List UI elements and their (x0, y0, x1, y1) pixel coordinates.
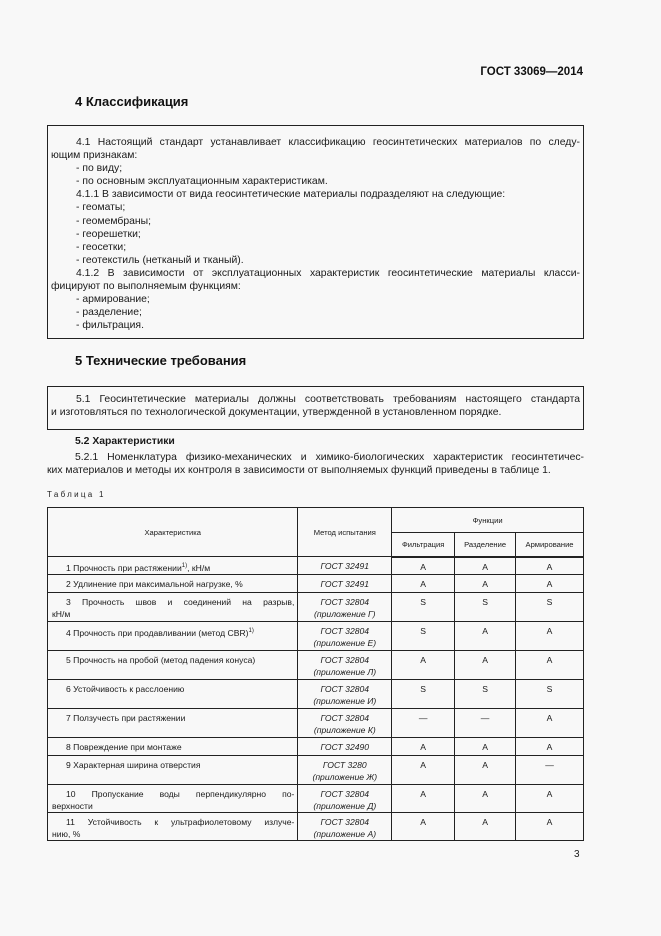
characteristic-text: 9 Характерная ширина отверстия (66, 760, 201, 770)
method-text: ГОСТ 3280 (322, 760, 367, 770)
header-separation: Разделение (455, 533, 516, 557)
filtration-value: A (392, 738, 455, 756)
filtration-value: S (392, 680, 455, 709)
reinforcement-value: A (516, 709, 584, 738)
method-text: ГОСТ 32490 (320, 742, 370, 752)
separation-value: S (455, 593, 516, 622)
list-item: - геосетки; (76, 241, 127, 253)
filtration-value: A (392, 651, 455, 680)
separation-value: A (455, 756, 516, 785)
header-filtration: Фильтрация (392, 533, 455, 557)
para-5-2-1-line2: ких материалов и методы их контроля в зависимости от выполняемых функций приведены в таблице 1. (47, 465, 551, 477)
para-4-1-1: 4.1.1 В зависимости от вида геосинтетические материалы подразделяют на следующие: (76, 189, 506, 201)
characteristic-text: 4 Прочность при продавливании (метод CBR) (66, 627, 249, 638)
para-4-1-2-line2: фицируют по выполняемым функциям: (51, 281, 241, 293)
reinforcement-value: S (516, 680, 584, 709)
header-reinforcement: Армирование (516, 533, 584, 557)
table-1 (47, 507, 584, 841)
characteristic-text: 7 Ползучесть при растяжении (66, 713, 186, 723)
separation-value: A (455, 557, 516, 575)
footnote-ref: 1) (248, 628, 254, 634)
separation-value: S (455, 680, 516, 709)
method-text: ГОСТ 32804 (320, 684, 370, 694)
section-5-title: 5 Технические требования (75, 353, 247, 368)
method-appendix: (приложение К) (313, 725, 376, 735)
table-label: Таблица 1 (47, 490, 106, 499)
characteristic-text: 2 Удлинение при максимальной нагрузке, % (66, 579, 243, 589)
list-item: - по виду; (76, 163, 123, 175)
method-text: ГОСТ 32804 (320, 655, 370, 665)
list-item: - по основным эксплуатационным характеристикам. (76, 176, 328, 188)
reinforcement-value: A (516, 557, 584, 575)
characteristic-text: 8 Повреждение при монтаже (66, 742, 182, 752)
reinforcement-value: A (516, 575, 584, 593)
list-item: - разделение; (76, 307, 142, 319)
reinforcement-value: S (516, 593, 584, 622)
table-row (48, 738, 584, 756)
filtration-value: A (392, 813, 455, 841)
method-text: ГОСТ 32804 (320, 597, 370, 607)
filtration-value: A (392, 756, 455, 785)
footnote-ref: 1) (181, 563, 188, 569)
reinforcement-value: A (516, 813, 584, 841)
reinforcement-value: A (516, 738, 584, 756)
separation-value: A (455, 813, 516, 841)
characteristic-text: 6 Устойчивость к расслоению (66, 684, 185, 694)
method-appendix: (приложение Г) (314, 609, 376, 619)
header-functions: Функции (392, 508, 584, 533)
header-method: Метод испытания (298, 508, 392, 557)
para-4-1-2-line1: 4.1.2 В зависимости от эксплуатационных характеристик геосинтетические материалы класси- (76, 267, 580, 279)
table-row (48, 622, 584, 651)
table-row (48, 756, 584, 785)
filtration-value: S (392, 622, 455, 651)
page-number: 3 (574, 849, 580, 860)
characteristic-unit: , кН/м (187, 562, 211, 573)
list-item: - геотекстиль (нетканый и тканый). (76, 254, 244, 266)
method-appendix: (приложение Л) (313, 667, 377, 677)
separation-value: — (455, 709, 516, 738)
method-appendix: (приложение Ж) (312, 772, 378, 782)
characteristic-text-cont: нию, % (52, 829, 81, 839)
method-text: ГОСТ 32804 (320, 713, 370, 723)
para-5-1-line2: и изготовляться по технологической документации, утвержденной в установленном порядке. (51, 407, 502, 419)
table-row (48, 557, 584, 575)
reinforcement-value: A (516, 622, 584, 651)
separation-value: A (455, 651, 516, 680)
section-4-box (47, 125, 584, 339)
para-5-2-1-line1: 5.2.1 Номенклатура физико-механических и химико-биологических характеристик геосинтетичес- (75, 452, 584, 463)
method-text: ГОСТ 32804 (320, 626, 370, 636)
method-text: ГОСТ 32491 (320, 561, 370, 571)
table-row (48, 680, 584, 709)
method-appendix: (приложение А) (313, 829, 377, 839)
characteristic-text-cont: кН/м (52, 609, 71, 619)
para-4-1-line1: 4.1 Настоящий стандарт устанавливает классификацию геосинтетических материалов по следу- (76, 137, 580, 148)
characteristic-text: 10 Пропускание воды перпендикулярно по- (66, 789, 295, 799)
subsection-5-2-title: 5.2 Характеристики (75, 436, 175, 447)
table-row (48, 813, 584, 841)
characteristic-text: 1 Прочность при растяжении (66, 562, 182, 573)
list-item: - геоматы; (76, 202, 126, 214)
para-5-1-line1: 5.1 Геосинтетические материалы должны соответствовать требованиям настоящего стандарта (76, 394, 580, 405)
method-text: ГОСТ 32804 (320, 789, 370, 799)
table-row (48, 785, 584, 813)
list-item: - геомембраны; (76, 215, 152, 227)
filtration-value: — (392, 709, 455, 738)
table-row (48, 651, 584, 680)
characteristic-text: 11 Устойчивость к ультрафиолетовому излуче- (66, 817, 295, 827)
filtration-value: A (392, 575, 455, 593)
reinforcement-value: — (516, 756, 584, 785)
section-5-1-box (47, 386, 584, 430)
characteristic-text-cont: верхности (52, 801, 93, 811)
table-row (48, 575, 584, 593)
document-code: ГОСТ 33069—2014 (480, 66, 583, 78)
list-item: - фильтрация. (76, 320, 144, 332)
method-text: ГОСТ 32491 (320, 579, 370, 589)
table-row (48, 593, 584, 622)
characteristic-text: 3 Прочность швов и соединений на разрыв, (66, 597, 295, 607)
para-4-1-line2: ющим признакам: (51, 150, 138, 162)
list-item: - георешетки; (76, 228, 141, 240)
reinforcement-value: A (516, 785, 584, 813)
characteristic-text: 5 Прочность на пробой (метод падения конуса) (66, 655, 256, 665)
separation-value: A (455, 622, 516, 651)
table-row (48, 709, 584, 738)
method-text: ГОСТ 32804 (320, 817, 370, 827)
section-4-title: 4 Классификация (75, 94, 189, 109)
list-item: - армирование; (76, 294, 150, 306)
method-appendix: (приложение Е) (313, 638, 377, 648)
separation-value: A (455, 738, 516, 756)
method-appendix: (приложение И) (313, 696, 377, 706)
separation-value: A (455, 575, 516, 593)
method-appendix: (приложение Д) (313, 801, 377, 811)
header-characteristic: Характеристика (48, 508, 298, 557)
filtration-value: S (392, 593, 455, 622)
filtration-value: A (392, 557, 455, 575)
reinforcement-value: A (516, 651, 584, 680)
filtration-value: A (392, 785, 455, 813)
separation-value: A (455, 785, 516, 813)
